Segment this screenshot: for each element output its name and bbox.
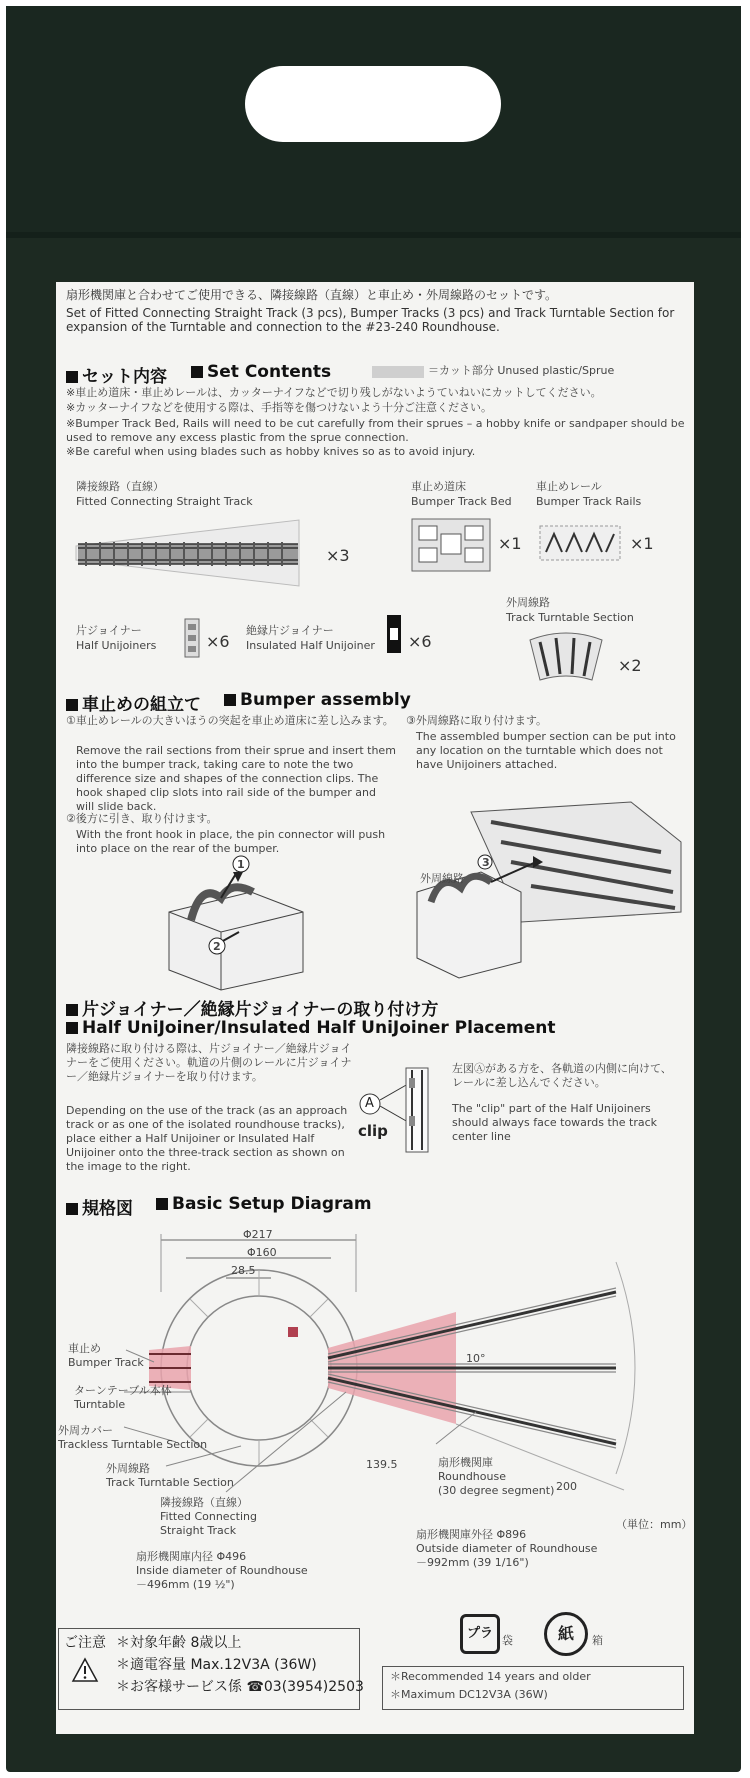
bumper-assembly-illustration [161, 852, 311, 992]
hang-hole [245, 66, 501, 142]
contents-heading-en: Set Contents [191, 362, 331, 382]
bumper-step2-en: With the front hook in place, the pin connector will push into place on the rear of the bumper. [76, 828, 386, 855]
label-rh-en1: Roundhouse [438, 1470, 506, 1483]
label-turntable-jp: ターンテーブル本体 [74, 1384, 172, 1397]
label-outer-en2: －992mm (39 1/16") [416, 1556, 529, 1569]
label-bumper-en: Bumper Track [68, 1356, 144, 1369]
dim-angle: 10° [466, 1352, 486, 1365]
bumper-step3-jp: ③外周線路に取り付けます。 [406, 714, 547, 727]
step-num-2: 2 [213, 940, 221, 953]
joiner-heading-en: Half UniJoiner/Insulated Half UniJoiner Placement [66, 1018, 556, 1038]
item-rails-en: Bumper Track Rails [536, 495, 642, 508]
outer-track-label: 外周線路 [420, 872, 464, 885]
warning-icon [72, 1658, 98, 1682]
dim-160: Φ160 [247, 1246, 277, 1259]
intro-en: Set of Fitted Connecting Straight Track (3 pcs), Bumper Tracks (3 pcs) and Track Turntable Section for expansion of the Turntable and connection to the #23-240 Roundhouse. [66, 306, 675, 334]
sprue-swatch [372, 366, 424, 378]
label-turntable-en: Turntable [74, 1398, 126, 1411]
step-num-3: 3 [482, 856, 490, 869]
item-straight-jp: 隣接線路（直線） [76, 480, 164, 493]
item-section-en: Track Turntable Section [506, 611, 634, 624]
clip-label: clip [358, 1122, 388, 1140]
bumper-heading-en: Bumper assembly [224, 690, 411, 710]
setup-heading-jp: 規格図 [66, 1194, 133, 1219]
item-section-jp: 外周線路 [506, 596, 550, 609]
label-rh-jp: 扇形機関庫 [438, 1456, 493, 1469]
power-en: ＊Maximum DC12V3A (36W) [390, 1688, 548, 1701]
item-rails-qty: ×1 [630, 534, 654, 553]
label-inner-en2: －496mm (19 ½") [136, 1578, 235, 1591]
dim-200: 200 [556, 1480, 577, 1493]
item-section-qty: ×2 [618, 656, 642, 675]
recycle-paper-icon: 紙 [544, 1612, 588, 1656]
note-en-2: ※Be careful when using blades such as hobby knives so as to avoid injury. [66, 445, 476, 458]
label-rh-en2: (30 degree segment) [438, 1484, 555, 1497]
joiner-heading-jp: 片ジョイナー／絶縁片ジョイナーの取り付け方 [66, 995, 438, 1020]
step-num-1: 1 [237, 858, 245, 871]
recycle-plastic-icon: プラ [460, 1614, 500, 1654]
joiner-body-jp: 隣接線路に取り付ける際は、片ジョイナー／絶縁片ジョイナーをご使用ください。軌道の片側のレールに片ジョイナー／絶縁片ジョイナーを取り付けます。 [66, 1042, 352, 1083]
bumper-bed-illustration [411, 518, 491, 572]
intro-jp: 扇形機関庫と合わせてご使用できる、隣接線路（直線）と車止め・外周線路のセットです。 [66, 288, 558, 302]
item-bed-en: Bumper Track Bed [411, 495, 512, 508]
item-insulated-qty: ×6 [408, 632, 432, 651]
dim-217: Φ217 [243, 1228, 273, 1241]
half-unijoiner-illustration [184, 618, 200, 658]
bumper-step2-jp: ②後方に引き、取り付けます。 [66, 812, 218, 825]
label-inner-en1: Inside diameter of Roundhouse [136, 1564, 308, 1577]
power-jp: ＊適電容量 Max.12V3A (36W) [116, 1657, 317, 1673]
label-section-jp: 外周線路 [106, 1462, 150, 1475]
note-jp-1: ※車止め道床・車止めレールは、カッターナイフなどで切り残しがないようていねいにカットしてください。 [66, 386, 602, 399]
label-fitted-jp: 隣接線路（直線） [160, 1496, 248, 1509]
item-half-qty: ×6 [206, 632, 230, 651]
age-jp: ＊対象年齢 8歳以上 [116, 1635, 242, 1651]
item-straight-en: Fitted Connecting Straight Track [76, 495, 253, 508]
label-cover-jp: 外周カバー [58, 1424, 113, 1437]
item-bed-jp: 車止め道床 [411, 480, 466, 493]
label-outer-jp: 扇形機関庫外径 Φ896 [416, 1528, 527, 1541]
recycle-paper-word: 箱 [592, 1634, 603, 1647]
item-straight-qty: ×3 [326, 546, 350, 565]
dim-unit: （単位：mm） [616, 1518, 693, 1531]
label-outer-en1: Outside diameter of Roundhouse [416, 1542, 598, 1555]
age-en: ＊Recommended 14 years and older [390, 1670, 591, 1683]
sprue-legend: ＝カット部分 Unused plastic/Sprue [428, 364, 615, 377]
note-en-1: ※Bumper Track Bed, Rails will need to be cut carefully from their sprues – a hobby knife or sandpaper should be used to remove any excess plastic from the sprue connection. [66, 417, 685, 444]
note-jp-2: ※カッターナイフなどを使用する際は、手指等を傷つけないよう十分ご注意ください。 [66, 401, 493, 414]
contents-heading-jp: セット内容 [66, 362, 167, 387]
label-inner-jp: 扇形機関庫内径 Φ496 [136, 1550, 247, 1563]
joiner-side-jp: 左図Ⓐがある方を、各軌道の内側に向けて、レールに差し込んでください。 [452, 1062, 672, 1089]
service-jp: ＊お客様サービス係 ☎03(3954)2503 [116, 1679, 364, 1695]
joiner-side-en: The "clip" part of the Half Unijoiners should always face towards the track center line [452, 1102, 657, 1143]
item-rails-jp: 車止めレール [536, 480, 602, 493]
bumper-placement-illustration [411, 802, 681, 997]
recycle-plastic-word: 袋 [502, 1634, 513, 1647]
item-insulated-en: Insulated Half Unijoiner [246, 639, 375, 652]
item-insulated-jp: 絶縁片ジョイナー [246, 624, 334, 637]
bumper-step3-en: The assembled bumper section can be put into any location on the turntable which does not have Unijoiners attached. [416, 730, 676, 771]
joiner-body-en: Depending on the use of the track (as an approach track or as one of the isolated roundhouse tracks), place either a Half Unijoiner or Insulated Half Unijoiner onto the three-track section as shown on the image to the right. [66, 1104, 348, 1173]
item-bed-qty: ×1 [498, 534, 522, 553]
dim-28-5: 28.5 [231, 1264, 256, 1277]
setup-heading-en: Basic Setup Diagram [156, 1194, 372, 1214]
caution-title: ご注意 [64, 1635, 106, 1651]
dim-139-5: 139.5 [366, 1458, 398, 1471]
item-half-en: Half Unijoiners [76, 639, 157, 652]
label-section-en: Track Turntable Section [106, 1476, 234, 1489]
label-fitted-en1: Fitted Connecting [160, 1510, 257, 1523]
bumper-rails-illustration [540, 526, 620, 560]
label-cover-en: Trackless Turntable Section [58, 1438, 208, 1451]
label-bumper-jp: 車止め [68, 1342, 101, 1355]
bumper-step1-jp: ①車止めレールの大きいほうの突起を車止め道床に差し込みます。 [66, 714, 394, 727]
insulated-joiner-illustration [386, 614, 402, 654]
turntable-section-illustration [526, 630, 606, 686]
label-fitted-en2: Straight Track [160, 1524, 237, 1537]
clip-illustration [356, 1068, 446, 1158]
bumper-heading-jp: 車止めの組立て [66, 690, 201, 715]
straight-track-illustration [74, 518, 314, 588]
bumper-step1-en: Remove the rail sections from their sprue and insert them into the bumper track, taking care to note the two difference size and shapes of the connection clips. The hook shaped clip slots into rail side of the bumper and will slide back. [76, 744, 396, 813]
item-half-jp: 片ジョイナー [76, 624, 142, 637]
clip-mark: A [365, 1096, 374, 1111]
instruction-panel [56, 282, 694, 1734]
